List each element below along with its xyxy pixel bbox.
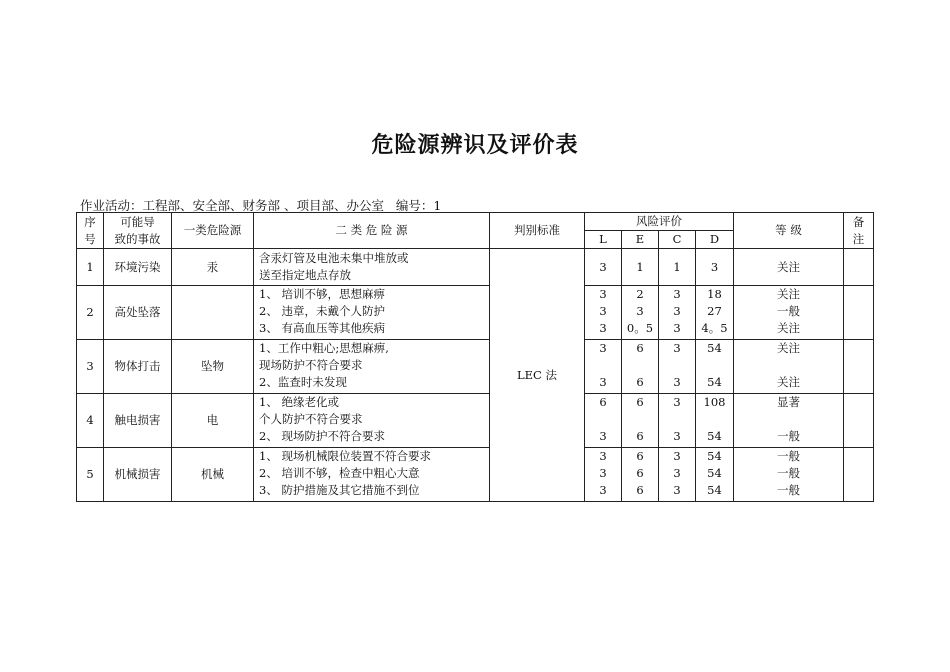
row-note [844, 249, 874, 286]
row-accident: 环境污染 [104, 249, 172, 286]
activity-line: 作业活动：工程部、安全部、财务部 、项目部、办公室 编号：1 [80, 198, 442, 213]
row-no: 2 [77, 286, 104, 340]
row-D: 3 [696, 249, 734, 286]
row-D: 108 54 [696, 394, 734, 448]
row-L: 3 [585, 249, 622, 286]
row-note [844, 340, 874, 394]
row-note [844, 448, 874, 502]
header-criterion: 判别标准 [490, 213, 585, 249]
row-L: 3 3 [585, 340, 622, 394]
header-seq: 序 号 [77, 213, 104, 249]
table-row [77, 340, 874, 394]
page-title: 危险源辨识及评价表 [371, 133, 579, 158]
row-sources: 1、 培训不够，思想麻痹 2、 违章，未戴个人防护 3、 有高血压等其他疾病 [254, 286, 490, 340]
header-class2: 二 类 危 险 源 [254, 213, 490, 249]
header-L: L [585, 231, 622, 249]
row-L: 3 3 3 [585, 448, 622, 502]
row-grade: 显著 一般 [734, 394, 844, 448]
row-L: 6 3 [585, 394, 622, 448]
row-note [844, 394, 874, 448]
row-C: 1 [659, 249, 696, 286]
row-E: 2 3 0。5 [622, 286, 659, 340]
row-no: 5 [77, 448, 104, 502]
row-E: 1 [622, 249, 659, 286]
row-C: 3 3 3 [659, 448, 696, 502]
header-D: D [696, 231, 734, 249]
header-row-1 [77, 213, 874, 231]
row-E: 6 6 [622, 394, 659, 448]
row-L: 3 3 3 [585, 286, 622, 340]
row-accident: 机械损害 [104, 448, 172, 502]
header-C: C [659, 231, 696, 249]
row-class1: 电 [172, 394, 254, 448]
row-C: 3 3 3 [659, 286, 696, 340]
header-note: 备 注 [844, 213, 874, 249]
row-grade: 关注 [734, 249, 844, 286]
row-C: 3 3 [659, 394, 696, 448]
header-class1: 一类危险源 [172, 213, 254, 249]
row-accident: 高处坠落 [104, 286, 172, 340]
row-class1: 机械 [172, 448, 254, 502]
row-grade: 关注 关注 [734, 340, 844, 394]
row-sources: 1、 现场机械限位装置不符合要求 2、 培训不够，检查中粗心大意 3、 防护措施及其它措施不到位 [254, 448, 490, 502]
table-row [77, 249, 874, 286]
table-row [77, 448, 874, 502]
table-row [77, 394, 874, 448]
row-accident: 物体打击 [104, 340, 172, 394]
row-D: 54 54 54 [696, 448, 734, 502]
row-no: 3 [77, 340, 104, 394]
row-C: 3 3 [659, 340, 696, 394]
row-grade: 一般 一般 一般 [734, 448, 844, 502]
header-grade: 等 级 [734, 213, 844, 249]
row-class1 [172, 286, 254, 340]
row-sources: 1、工作中粗心;思想麻痹, 现场防护不符合要求 2、监查时未发现 [254, 340, 490, 394]
row-sources: 含汞灯管及电池未集中堆放或 送至指定地点存放 [254, 249, 490, 286]
row-no: 1 [77, 249, 104, 286]
row-class1: 坠物 [172, 340, 254, 394]
row-class1: 汞 [172, 249, 254, 286]
row-D: 18 27 4。5 [696, 286, 734, 340]
header-accident: 可能导 致的事故 [104, 213, 172, 249]
row-accident: 触电损害 [104, 394, 172, 448]
criterion-cell: LEC 法 [490, 249, 585, 502]
table-row [77, 286, 874, 340]
row-E: 6 6 6 [622, 448, 659, 502]
row-no: 4 [77, 394, 104, 448]
header-E: E [622, 231, 659, 249]
row-note [844, 286, 874, 340]
row-sources: 1、 绝缘老化或 个人防护不符合要求 2、 现场防护不符合要求 [254, 394, 490, 448]
header-risk-eval: 风险评价 [585, 213, 734, 231]
row-E: 6 6 [622, 340, 659, 394]
row-grade: 关注 一般 关注 [734, 286, 844, 340]
row-D: 54 54 [696, 340, 734, 394]
hazard-table [76, 212, 874, 502]
